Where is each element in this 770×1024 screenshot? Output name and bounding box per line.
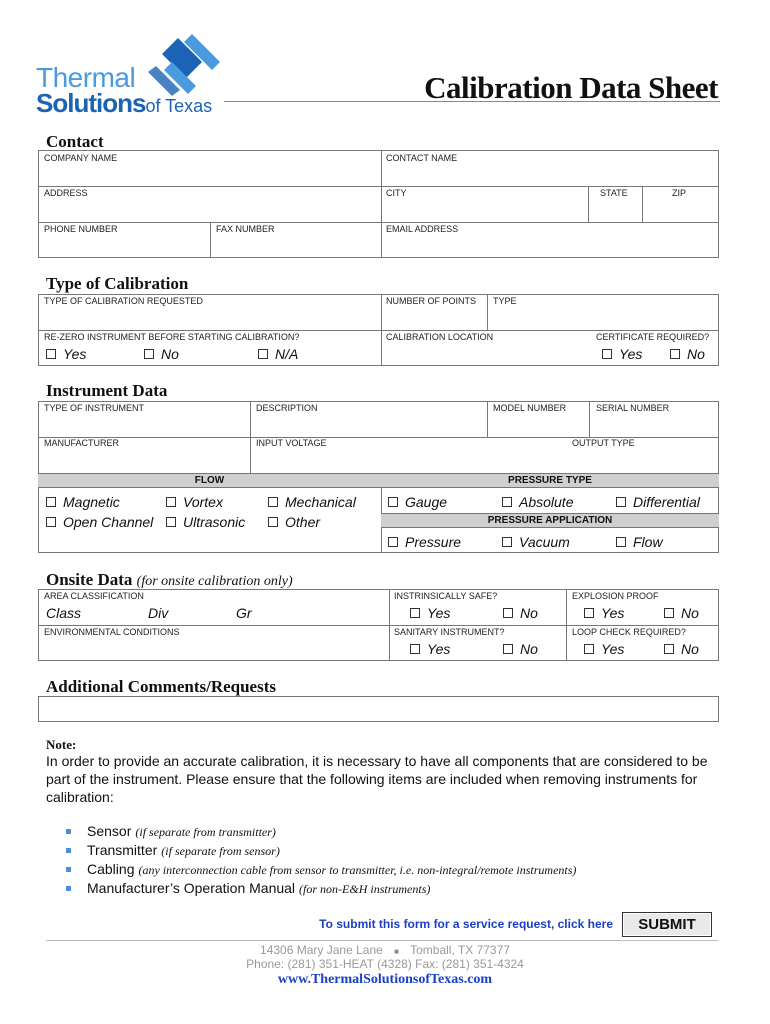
bullet-icon [66, 867, 71, 872]
onsite-heading [46, 570, 293, 590]
intrinsic-no-checkbox[interactable]: No [503, 605, 538, 621]
calibration-heading: Type of Calibration [46, 274, 189, 293]
div-field[interactable]: Div [148, 605, 169, 621]
certificate-label: CERTIFICATE REQUIRED? [596, 332, 710, 342]
checkbox-icon [166, 517, 176, 527]
rezero-na-checkbox[interactable]: N/A [258, 346, 298, 362]
environmental-conditions-field[interactable]: ENVIRONMENTAL CONDITIONS [44, 627, 180, 637]
checkbox-icon [502, 497, 512, 507]
pressure-gauge-checkbox[interactable]: Gauge [388, 494, 447, 510]
pressure-application-band: PRESSURE APPLICATION [381, 513, 719, 528]
checkbox-icon [616, 497, 626, 507]
rezero-yes-checkbox[interactable]: Yes [46, 346, 86, 362]
application-flow-checkbox[interactable]: Flow [616, 534, 663, 550]
note-heading: Note: [46, 737, 77, 752]
logo-solutions-word: Solutions [36, 88, 146, 118]
onsite-subheading: (for onsite calibration only) [136, 574, 293, 589]
onsite-heading-text: Onsite Data [46, 570, 133, 589]
checkbox-icon [503, 644, 513, 654]
checkbox-icon [268, 517, 278, 527]
email-field[interactable]: EMAIL ADDRESS [386, 224, 459, 234]
flow-other-checkbox[interactable]: Other [268, 514, 320, 530]
submit-button[interactable]: SUBMIT [622, 912, 712, 937]
bullet-icon [66, 886, 71, 891]
logo-solutions-text [36, 88, 212, 119]
separator-icon: ■ [394, 947, 399, 956]
calibration-type-field[interactable]: TYPE OF CALIBRATION REQUESTED [44, 296, 203, 306]
logo-thermal-text: Thermal [36, 62, 136, 93]
rezero-label: RE-ZERO INSTRUMENT BEFORE STARTING CALIBRATION? [44, 332, 300, 342]
city-field[interactable]: CITY [386, 188, 407, 198]
input-voltage-field[interactable]: INPUT VOLTAGE [256, 438, 327, 448]
address-field[interactable]: ADDRESS [44, 188, 88, 198]
calibration-type-short-field[interactable]: TYPE [493, 296, 517, 306]
flow-open-channel-checkbox[interactable]: Open Channel [46, 514, 153, 530]
sanitary-yes-checkbox[interactable]: Yes [410, 641, 450, 657]
serial-number-field[interactable]: SERIAL NUMBER [596, 403, 670, 413]
checkbox-icon [46, 349, 56, 359]
list-item: Manufacturer’s Operation Manual (for non-E&H instruments) [66, 879, 726, 898]
logo-of-texas-word: of Texas [145, 96, 213, 116]
list-item: Cabling (any interconnection cable from sensor to transmitter, i.e. non-integral/remote instruments) [66, 860, 726, 879]
description-field[interactable]: DESCRIPTION [256, 403, 318, 413]
checkbox-icon [388, 497, 398, 507]
checkbox-icon [144, 349, 154, 359]
pressure-type-band: PRESSURE TYPE [381, 473, 719, 488]
checkbox-icon [616, 537, 626, 547]
certificate-yes-checkbox[interactable]: Yes [602, 346, 642, 362]
footer-address: 14306 Mary Jane Lane ■ Tomball, TX 77377 [260, 943, 510, 957]
rezero-no-checkbox[interactable]: No [144, 346, 179, 362]
company-logo [36, 32, 226, 118]
list-item: Sensor (if separate from transmitter) [66, 822, 726, 841]
phone-field[interactable]: PHONE NUMBER [44, 224, 118, 234]
checkbox-icon [268, 497, 278, 507]
flow-ultrasonic-checkbox[interactable]: Ultrasonic [166, 514, 245, 530]
class-field[interactable]: Class [46, 605, 82, 621]
contact-name-field[interactable]: CONTACT NAME [386, 153, 458, 163]
number-of-points-field[interactable]: NUMBER OF POINTS [386, 296, 477, 306]
footer-phone: Phone: (281) 351-HEAT (4328) Fax: (281) 351-4324 [246, 957, 524, 971]
explosion-no-checkbox[interactable]: No [664, 605, 699, 621]
required-items-list [66, 822, 726, 898]
page-title: Calibration Data Sheet [424, 70, 718, 105]
calibration-location-field[interactable]: CALIBRATION LOCATION [386, 332, 494, 342]
flow-mechanical-checkbox[interactable]: Mechanical [268, 494, 356, 510]
flow-band: FLOW [38, 473, 381, 488]
note-text: In order to provide an accurate calibration, it is necessary to have all components that are considered to be part of the instrument. Please ensure that the following items are included when removing instruments for calibration: [46, 753, 708, 805]
footer-website-link[interactable]: www.ThermalSolutionsofTexas.com [277, 972, 493, 987]
checkbox-icon [503, 608, 513, 618]
certificate-no-checkbox[interactable]: No [670, 346, 705, 362]
bullet-icon [66, 829, 71, 834]
application-vacuum-checkbox[interactable]: Vacuum [502, 534, 570, 550]
zip-field[interactable]: ZIP [672, 188, 687, 198]
instrument-type-field[interactable]: TYPE OF INSTRUMENT [44, 403, 145, 413]
comments-input[interactable] [38, 696, 719, 722]
pressure-absolute-checkbox[interactable]: Absolute [502, 494, 573, 510]
area-classification-label: AREA CLASSIFICATION [44, 591, 144, 601]
flow-magnetic-checkbox[interactable]: Magnetic [46, 494, 120, 510]
loop-check-label: LOOP CHECK REQUIRED? [572, 627, 686, 637]
loop-no-checkbox[interactable]: No [664, 641, 699, 657]
model-number-field[interactable]: MODEL NUMBER [493, 403, 567, 413]
checkbox-icon [584, 644, 594, 654]
pressure-differential-checkbox[interactable]: Differential [616, 494, 700, 510]
contact-heading: Contact [46, 132, 104, 151]
checkbox-icon [46, 517, 56, 527]
bullet-icon [66, 848, 71, 853]
checkbox-icon [664, 608, 674, 618]
loop-yes-checkbox[interactable]: Yes [584, 641, 624, 657]
sanitary-no-checkbox[interactable]: No [503, 641, 538, 657]
explosion-proof-label: EXPLOSION PROOF [572, 591, 659, 601]
checkbox-icon [664, 644, 674, 654]
company-name-field[interactable]: COMPANY NAME [44, 153, 118, 163]
checkbox-icon [410, 608, 420, 618]
checkbox-icon [46, 497, 56, 507]
manufacturer-field[interactable]: MANUFACTURER [44, 438, 120, 448]
footer-rule [46, 940, 718, 941]
state-field[interactable]: STATE [600, 188, 628, 198]
checkbox-icon [670, 349, 680, 359]
instrument-heading: Instrument Data [46, 381, 168, 400]
explosion-yes-checkbox[interactable]: Yes [584, 605, 624, 621]
comments-heading: Additional Comments/Requests [46, 677, 276, 696]
intrinsic-yes-checkbox[interactable]: Yes [410, 605, 450, 621]
submit-prompt-link[interactable]: To submit this form for a service request, click here [319, 917, 613, 931]
list-item: Transmitter (if separate from sensor) [66, 841, 726, 860]
gr-field[interactable]: Gr [236, 605, 252, 621]
application-pressure-checkbox[interactable]: Pressure [388, 534, 461, 550]
flow-vortex-checkbox[interactable]: Vortex [166, 494, 223, 510]
checkbox-icon [502, 537, 512, 547]
output-type-field[interactable]: OUTPUT TYPE [572, 438, 635, 448]
intrinsically-safe-label: INSTRINSICALLY SAFE? [394, 591, 498, 601]
checkbox-icon [166, 497, 176, 507]
contact-table [38, 150, 719, 258]
checkbox-icon [410, 644, 420, 654]
fax-field[interactable]: FAX NUMBER [216, 224, 275, 234]
checkbox-icon [388, 537, 398, 547]
sanitary-instrument-label: SANITARY INSTRUMENT? [394, 627, 505, 637]
logo-swirl-icon [142, 32, 228, 96]
checkbox-icon [584, 608, 594, 618]
checkbox-icon [258, 349, 268, 359]
checkbox-icon [602, 349, 612, 359]
